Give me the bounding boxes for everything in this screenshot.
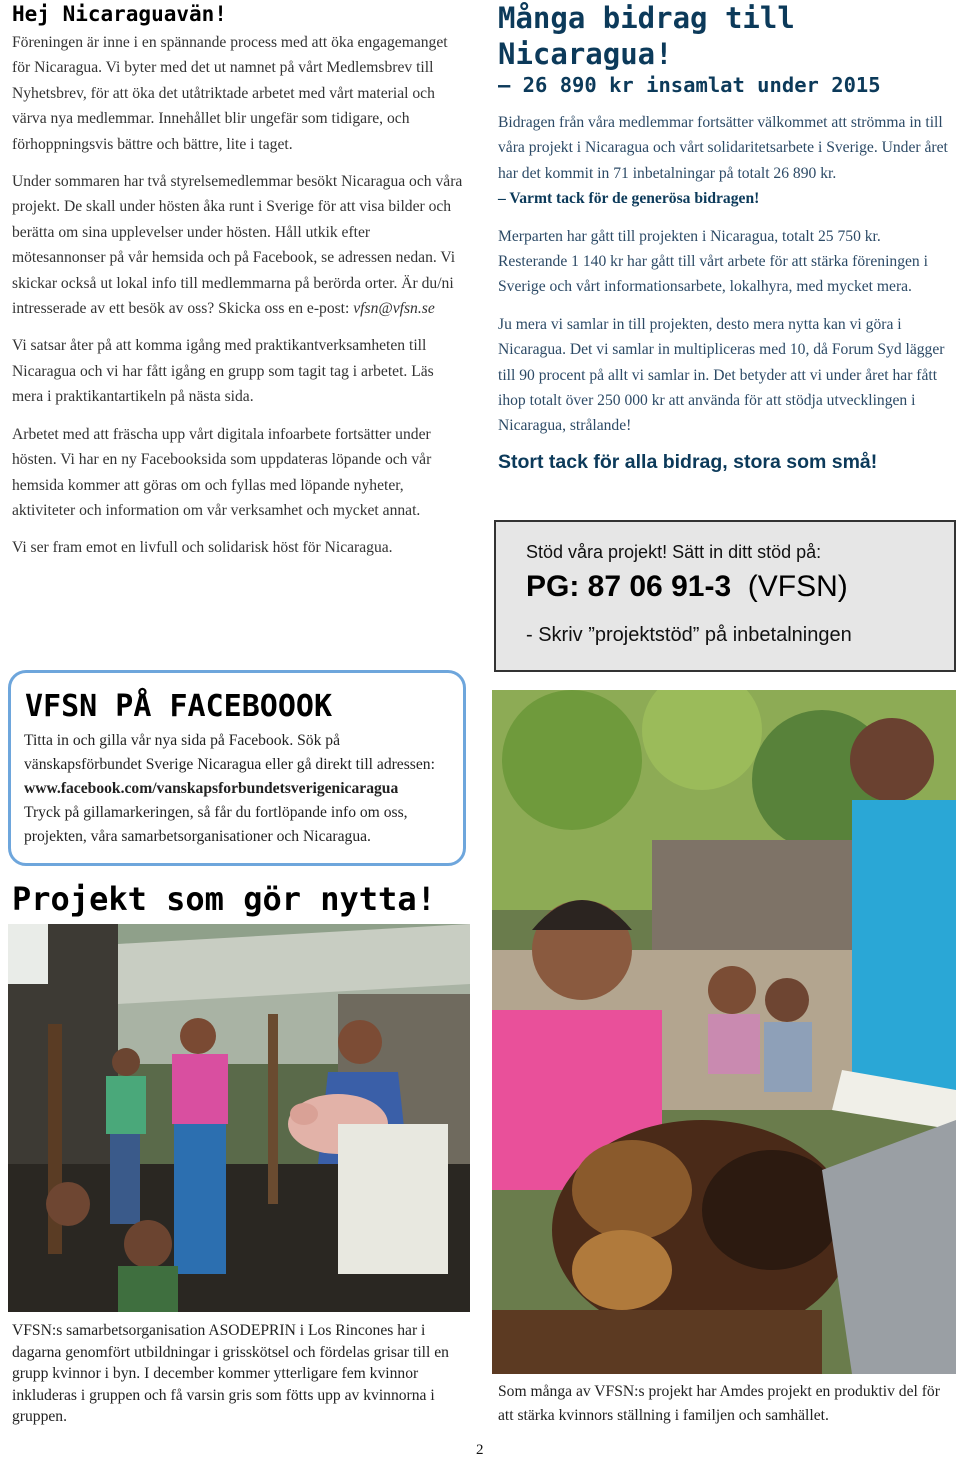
support-box [494,520,956,672]
right-paragraph: Ju mera vi samlar in till projekten, desto mera nytta kan vi göra i Nicaragua. Det vi samlar in multipliceras med 10, då Forum Syd lägger till 90 procent på allt vi samlar in. Det betyder att vi under året har fått ihop totalt över 250 000 kr att använda för att stödja utvecklingen i Nicaragua, strålande! [498,315,945,435]
left-paragraph [12,169,467,321]
payment-note: - Skriv ”projektstöd” på inbetalningen [526,624,852,646]
facebook-text [24,729,454,849]
visit-text: Under sommaren har två styrelsemedlemmar besökt Nicaragua och våra projekt. De skall under hösten åka runt i Sverige för att visa bilder och berätta om sina upplevelser under hösten. Håll utkik efter mötesannonser på vår hemsida och på Facebook, se adressen nedan. Vi skickar också ut lokal info till medlemmarna på berörda orter. Är du/ni intresserade av ett besök av oss? Skicka oss en e-post: [12,173,463,318]
big-thanks: Stort tack för alla bidrag, stora som små! [498,450,878,473]
projekt-title: Projekt som gör nytta! [12,880,436,918]
caption-right: Som många av VFSN:s projekt har Amdes projekt en produktiv del för att stärka kvinnors ställning i familjen och samhället. [498,1383,940,1424]
email-link[interactable]: vfsn@vfsn.se [353,300,435,318]
pig-photo [8,924,470,1312]
facebook-box [8,670,466,866]
contributions-text: Bidragen från våra medlemmar fortsätter välkommet att strömma in till våra projekt i Nicaragua och vårt solidaritetsarbete i Sverige. Under året har det kommit in 71 inbetalningar på totalt 26 890 kr. [498,114,948,182]
right-paragraph: Merparten har gått till projekten i Nicaragua, totalt 25 750 kr. Resterande 1 140 kr har gått till vårt arbete för att stärka föreningen i Sverige och vårt informationsarbete, lokalhyra, med mycket mera. [498,227,928,296]
left-paragraph: Arbetet med att fräscha upp vårt digitala infoarbete fortsätter under hösten. Vi har en ny Facebooksida som uppdateras löpande och vår hemsida kommer att göras om och fyllas med löpande nyheter, aktiviteter och information om vår verksamhet och mycket annat. [12,425,432,519]
pg-number [526,570,848,604]
poultry-photo [492,690,956,1374]
thanks-line: – Varmt tack för de generösa bidragen! [498,190,760,208]
right-paragraph [498,110,950,212]
facebook-title: VFSN PÅ FACEBOOOK [25,689,333,724]
left-column [12,0,467,573]
right-subheading: – 26 890 kr insamlat under 2015 [498,73,881,97]
caption-left: VFSN:s samarbetsorganisation ASODEPRIN i Los Rincones har i dagarna genomfört utbildningar i grisskötsel och fördelas grisar till en grupp kvinnor i byn. I december kommer ytterligare fem kvinnor inkluderas i gruppen och få varsin gris som fötts upp av kvinnorna i gruppen. [12,1322,449,1425]
left-paragraph: Föreningen är inne i en spännande process med att öka engagemanget för Nicaragua. Vi byter med det ut namnet på vårt Medlemsbrev till Nyhetsbrev, för att öka det utåtriktade arbetet med vårt material och värva nya medlemmar. Innehållet blir ungefär som tidigare, och förhoppningsvis bättre och bättre, lite i taget. [12,34,448,153]
left-paragraph: Vi satsar åter på att komma igång med praktikantverksamheten till Nicaragua och vi har fått igång en grupp som tagit tag i arbetet. Läs mera i praktikantartikeln på nästa sida. [12,337,434,406]
pg-suffix: (VFSN) [747,570,848,603]
support-intro: Stöd våra projekt! Sätt in ditt stöd på: [526,542,822,562]
poultry-photo-illustration [492,690,956,1374]
page-number: 2 [476,1442,484,1458]
right-column [498,0,950,474]
left-paragraph: Vi ser fram emot en livfull och solidarisk höst för Nicaragua. [12,539,393,557]
left-heading: Hej Nicaraguavän! [12,2,227,26]
facebook-outro: Tryck på gillamarkeringen, så får du fortlöpande info om oss, projekten, våra samarbetsorganisationer och Nicaragua. [24,804,408,845]
facebook-url-link[interactable]: www.facebook.com/vanskapsforbundetsverigenicaragua [24,780,399,797]
pg-value: PG: 87 06 91-3 [526,570,732,603]
right-heading: Många bidrag till Nicaragua! [498,1,795,71]
pig-photo-illustration [8,924,470,1312]
facebook-intro: Titta in och gilla vår nya sida på Facebook. Sök på vänskapsförbundet Sverige Nicaragua eller gå direkt till adressen: [24,732,435,773]
